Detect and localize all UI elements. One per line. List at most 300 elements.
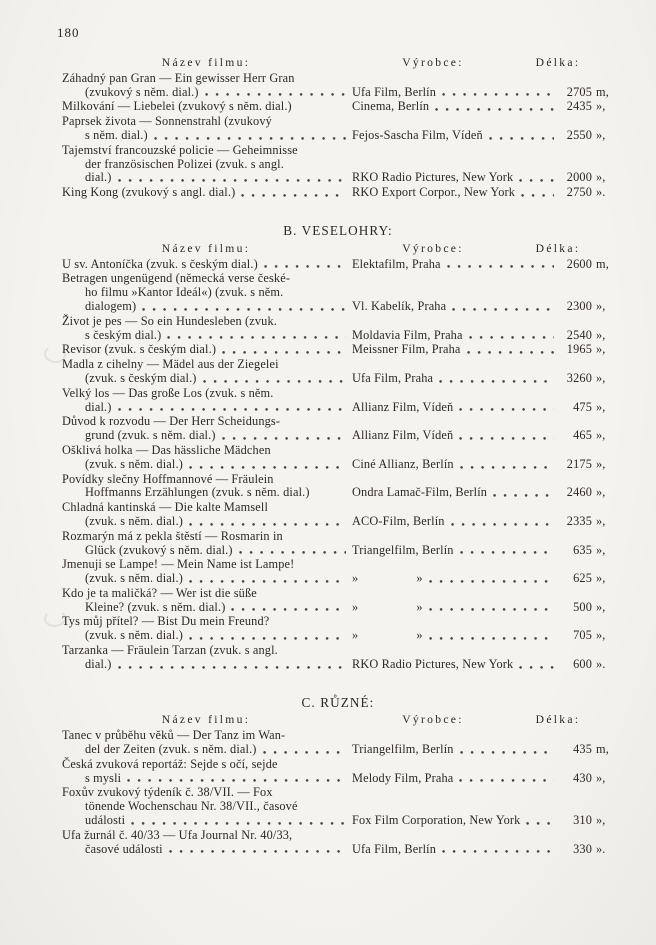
section-heading: B. VESELOHRY: [283, 222, 393, 238]
page-number: 180 [57, 25, 80, 40]
length-unit: ». [596, 656, 606, 671]
producer-name: Triangelfilm, Berlín [352, 542, 454, 557]
dot-leader [521, 193, 554, 198]
film-title-line [62, 530, 350, 544]
dot-leader [189, 522, 346, 527]
film-title-text: U sv. Antoníčka (zvuk. s českým dial.) [62, 256, 258, 271]
film-title-text: Tys můj přítel? — Bist Du mein Freund? [62, 614, 270, 629]
film-entry [62, 558, 614, 586]
dot-leader [460, 750, 554, 755]
film-title-text: Betragen ungenügend (německá verse české- [62, 271, 291, 286]
ditto-mark: » [352, 628, 359, 643]
producer-cell [350, 258, 558, 272]
dot-leader [467, 350, 554, 355]
film-title-line [62, 743, 350, 757]
ditto-mark: » [416, 599, 423, 614]
length-unit: », [596, 327, 606, 342]
length-value: 2750 [566, 185, 592, 200]
film-title-line [62, 786, 350, 800]
producer-name: RKO Radio Pictures, New York [352, 656, 514, 671]
film-title-text: del der Zeiten (zvuk. s něm. dial.) [85, 742, 257, 757]
ditto-gap [358, 572, 416, 586]
section [62, 56, 614, 200]
dot-leader [459, 407, 554, 412]
film-title-text: s něm. dial.) [85, 127, 148, 142]
film-title-line [62, 458, 350, 472]
film-title-line [62, 629, 350, 643]
dot-leader [442, 849, 554, 854]
film-entry [62, 72, 614, 100]
film-title [62, 501, 350, 529]
producer-cell [350, 401, 558, 415]
dot-leader [460, 465, 554, 470]
length-unit: ». [596, 841, 606, 856]
length-value: 2550 [566, 127, 592, 142]
producer-cell [350, 601, 558, 615]
film-entry [62, 729, 614, 757]
dot-leader [429, 579, 554, 584]
dot-leader [452, 307, 554, 312]
dot-leader [493, 493, 554, 498]
producer-name: Fox Film Corporation, New York [352, 813, 521, 828]
film-title-line [62, 372, 350, 386]
film-title-line [62, 401, 350, 415]
dot-leader [241, 193, 346, 198]
film-title-line [62, 544, 350, 558]
film-title-line [62, 473, 350, 487]
producer-name: ACO-Film, Berlín [352, 513, 445, 528]
column-header-name: Název filmu: [161, 241, 251, 255]
producer-name: Ciné Allianz, Berlín [352, 456, 454, 471]
film-title-text: (zvuk. s něm. dial.) [85, 628, 183, 643]
film-entry [62, 272, 614, 313]
film-entry [62, 644, 614, 672]
film-entry [62, 258, 614, 272]
film-title-line [62, 758, 350, 772]
film-title-text: (zvuk. s něm. dial.) [85, 571, 183, 586]
producer-name: RKO Export Corpor., New York [352, 185, 516, 200]
film-title-text: události [85, 813, 126, 828]
film-title [62, 587, 350, 615]
length-value: 2460 [566, 485, 592, 500]
producer-cell [350, 629, 558, 643]
film-entry [62, 758, 614, 786]
producer-cell [350, 372, 558, 386]
film-title-text: (zvuk. s něm. dial.) [85, 513, 183, 528]
producer-cell [350, 300, 558, 314]
ditto-mark: » [352, 571, 359, 586]
length-value: 3260 [566, 370, 592, 385]
column-header-row [62, 713, 614, 727]
producer-name: Melody Film, Praha [352, 770, 454, 785]
dot-leader [131, 821, 346, 826]
film-title [62, 315, 350, 343]
column-header-length: Délka: [535, 241, 581, 255]
content [62, 56, 614, 857]
film-title [62, 144, 350, 185]
length-unit: », [596, 770, 606, 785]
producer-name: Allianz Film, Vídeň [352, 428, 454, 443]
film-entry [62, 315, 614, 343]
film-title-line [62, 186, 350, 200]
film-entry [62, 387, 614, 415]
length-value: 2435 [566, 99, 592, 114]
film-title-line [62, 800, 350, 814]
film-title-line [62, 572, 350, 586]
film-title-line [62, 286, 350, 300]
producer-name: Ondra Lamač-Film, Berlín [352, 485, 488, 500]
dot-leader [460, 550, 554, 555]
dot-leader [118, 178, 346, 183]
film-title-text: Život je pes — So ein Hundesleben (zvuk. [62, 313, 278, 328]
length-value: 600 [573, 656, 592, 671]
film-title [62, 115, 350, 143]
length-unit: ». [596, 185, 606, 200]
producer-cell [350, 572, 558, 586]
ditto-mark: » [416, 571, 423, 586]
dot-leader [439, 379, 554, 384]
film-entry [62, 343, 614, 357]
film-title-text: (zvuk. s něm. dial.) [85, 456, 183, 471]
film-title-text: časové události [85, 841, 163, 856]
film-title-line [62, 115, 350, 129]
dot-leader [231, 607, 346, 612]
film-title-line [62, 258, 350, 272]
film-title-line [62, 343, 350, 357]
film-title-line [62, 486, 350, 500]
dot-leader [429, 607, 554, 612]
ditto-gap [358, 601, 416, 615]
film-title [62, 729, 350, 757]
film-title-line [62, 315, 350, 329]
length-unit: », [596, 456, 606, 471]
film-title-text: Kleine? (zvuk. s něm. dial.) [85, 599, 226, 614]
film-title-line [62, 329, 350, 343]
film-title-line [62, 429, 350, 443]
column-header-length: Délka: [535, 713, 581, 727]
film-title-text: s mysli [85, 770, 122, 785]
producer-name: Fejos-Sascha Film, Vídeň [352, 127, 483, 142]
length-value: 2000 [566, 170, 592, 185]
dot-leader [451, 522, 554, 527]
length-value: 2175 [566, 456, 592, 471]
film-title-text: Ufa žurnál č. 40/33 — Ufa Journal Nr. 40/33, [62, 827, 293, 842]
length-unit: m, [596, 84, 609, 99]
film-entry [62, 615, 614, 643]
film-entry [62, 829, 614, 857]
film-title-text: Rozmarýn má z pekla štěstí — Rosmarin in [62, 528, 283, 543]
film-title-line [62, 444, 350, 458]
film-entry [62, 144, 614, 185]
film-title [62, 615, 350, 643]
film-title-text: grund (zvuk. s něm. dial.) [85, 428, 216, 443]
film-entry [62, 501, 614, 529]
length-unit: », [596, 628, 606, 643]
producer-name: Ufa Film, Berlín [352, 84, 437, 99]
film-title-line [62, 601, 350, 615]
film-title-line [62, 86, 350, 100]
film-title-line [62, 158, 350, 172]
film-entry [62, 100, 614, 114]
film-title [62, 786, 350, 827]
film-title-text: Velký los — Das große Los (zvuk. s něm. [62, 385, 274, 400]
film-title-text: Tanec v průběhu věků — Der Tanz im Wan- [62, 728, 286, 743]
producer-name: Allianz Film, Vídeň [352, 399, 454, 414]
producer-name: RKO Radio Pictures, New York [352, 170, 514, 185]
film-entry [62, 358, 614, 386]
film-title-text: tönende Wochenschau Nr. 38/VII., časové [85, 799, 298, 814]
producer-cell [350, 515, 558, 529]
length-value: 2300 [566, 298, 592, 313]
column-header-row [62, 242, 614, 256]
dot-leader [142, 307, 346, 312]
film-title [62, 358, 350, 386]
length-unit: », [596, 513, 606, 528]
producer-cell [350, 100, 558, 114]
producer-cell [350, 129, 558, 143]
column-header-row [62, 56, 614, 70]
film-title [62, 444, 350, 472]
ditto-gap [358, 629, 416, 643]
film-entry [62, 186, 614, 200]
film-title [62, 415, 350, 443]
film-title-text: Revisor (zvuk. s českým dial.) [62, 342, 217, 357]
length-unit: m, [596, 742, 609, 757]
dot-leader [263, 750, 346, 755]
film-title-line [62, 129, 350, 143]
dot-leader [239, 550, 346, 555]
dot-leader [205, 92, 346, 97]
section [62, 696, 614, 857]
film-title [62, 272, 350, 313]
length-value: 635 [573, 542, 592, 557]
film-title-text: dial.) [85, 656, 112, 671]
film-title [62, 186, 350, 200]
dot-leader [429, 636, 554, 641]
producer-cell [350, 544, 558, 558]
dot-leader [189, 636, 346, 641]
producer-name: Ufa Film, Praha [352, 370, 434, 385]
producer-name: Meissner Film, Praha [352, 342, 461, 357]
film-entry [62, 444, 614, 472]
length-unit: », [596, 127, 606, 142]
dot-leader [519, 178, 554, 183]
film-title-text: Česká zvuková reportáž: Sejde s očí, sejde [62, 756, 278, 771]
producer-name: Cinema, Berlín [352, 99, 430, 114]
producer-cell [350, 843, 558, 857]
dot-leader [169, 849, 346, 854]
producer-name: Vl. Kabelík, Praha [352, 298, 447, 313]
dot-leader [189, 465, 346, 470]
film-title-text: Milkování — Liebelei (zvukový s něm. dial.) [62, 99, 292, 114]
dot-leader [222, 350, 346, 355]
film-title-text: (zvukový s něm. dial.) [85, 84, 199, 99]
film-title-text: ho filmu »Kantor Ideál«) (zvuk. s něm. [85, 285, 284, 300]
length-unit: », [596, 342, 606, 357]
dot-leader [459, 778, 554, 783]
film-title-text: Foxův zvukový týdeník č. 38/VII. — Fox [62, 785, 273, 800]
dot-leader [519, 665, 554, 670]
dot-leader [264, 264, 346, 269]
dot-leader [189, 579, 346, 584]
film-title-text: Povídky slečny Hoffmannové — Fräulein [62, 471, 274, 486]
length-value: 625 [573, 571, 592, 586]
film-title-text: Ošklivá holka — Das hässliche Mädchen [62, 442, 271, 457]
film-entry [62, 115, 614, 143]
length-value: 430 [573, 770, 592, 785]
film-title-line [62, 658, 350, 672]
dot-leader [447, 264, 554, 269]
film-title-line [62, 843, 350, 857]
film-title-text: dialogem) [85, 298, 137, 313]
producer-cell [350, 486, 558, 500]
film-title-line [62, 272, 350, 286]
length-value: 2335 [566, 513, 592, 528]
length-value: 2600 [566, 256, 592, 271]
length-value: 705 [573, 628, 592, 643]
film-title-text: Kdo je ta maličká? — Wer ist die süße [62, 585, 257, 600]
column-header-producer: Výrobce: [402, 241, 464, 255]
film-title [62, 829, 350, 857]
dot-leader [154, 136, 346, 141]
length-value: 500 [573, 599, 592, 614]
dot-leader [118, 407, 346, 412]
producer-name: Triangelfilm, Berlín [352, 742, 454, 757]
film-title-text: Paprsek života — Sonnenstrahl (zvukový [62, 114, 272, 129]
length-value: 475 [573, 399, 592, 414]
film-title-text: Madla z cihelny — Mädel aus der Ziegelei [62, 357, 279, 372]
film-title-text: der französischen Polizei (zvuk. s angl. [85, 156, 284, 171]
film-title-line [62, 644, 350, 658]
producer-cell [350, 186, 558, 200]
film-title [62, 72, 350, 100]
film-title [62, 473, 350, 501]
producer-cell [350, 86, 558, 100]
film-title [62, 530, 350, 558]
film-entry [62, 786, 614, 827]
length-value: 310 [573, 813, 592, 828]
film-title-text: Chladná kantinská — Die kalte Mamsell [62, 500, 269, 515]
film-title-line [62, 772, 350, 786]
film-title-line [62, 501, 350, 515]
film-title-text: Tarzanka — Fräulein Tarzan (zvuk. s angl. [62, 643, 278, 658]
film-title-line [62, 587, 350, 601]
column-header-producer: Výrobce: [402, 713, 464, 727]
film-title [62, 343, 350, 357]
producer-cell [350, 343, 558, 357]
producer-cell [350, 329, 558, 343]
length-unit: », [596, 599, 606, 614]
film-entry [62, 587, 614, 615]
dot-leader [442, 92, 554, 97]
producer-cell [350, 743, 558, 757]
film-title-line [62, 558, 350, 572]
producer-cell [350, 171, 558, 185]
film-entry [62, 473, 614, 501]
length-unit: », [596, 170, 606, 185]
length-value: 1965 [566, 342, 592, 357]
column-header-length: Délka: [535, 56, 581, 69]
section-heading: C. RŮZNÉ: [301, 694, 375, 710]
length-unit: », [596, 542, 606, 557]
length-value: 2540 [566, 327, 592, 342]
column-header-producer: Výrobce: [402, 56, 464, 69]
dot-leader [435, 107, 554, 112]
film-title-text: Tajemství francouzské policie — Geheimnisse [62, 142, 298, 157]
column-header-name: Název filmu: [161, 713, 251, 727]
length-unit: », [596, 571, 606, 586]
length-unit: », [596, 298, 606, 313]
film-title-text: Glück (zvukový s něm. dial.) [85, 542, 233, 557]
film-title-line [62, 387, 350, 401]
film-title-line [62, 814, 350, 828]
film-title [62, 644, 350, 672]
producer-name: Ufa Film, Berlín [352, 841, 437, 856]
film-title-line [62, 829, 350, 843]
film-title [62, 558, 350, 586]
dot-leader [469, 335, 554, 340]
film-title-line [62, 72, 350, 86]
dot-leader [118, 665, 346, 670]
length-unit: », [596, 485, 606, 500]
film-entry [62, 415, 614, 443]
ditto-mark: » [352, 599, 359, 614]
dot-leader [222, 436, 346, 441]
length-unit: m, [596, 256, 609, 271]
length-unit: », [596, 428, 606, 443]
film-title-line [62, 729, 350, 743]
dot-leader [526, 821, 554, 826]
film-title-text: King Kong (zvukový s angl. dial.) [62, 185, 236, 200]
film-title-line [62, 415, 350, 429]
producer-cell [350, 429, 558, 443]
producer-cell [350, 458, 558, 472]
dot-leader [489, 136, 554, 141]
producer-cell [350, 658, 558, 672]
length-value: 330 [573, 841, 592, 856]
film-title-text: Hoffmanns Erzählungen (zvuk. s něm. dial.) [85, 485, 310, 500]
section [62, 224, 614, 672]
length-unit: », [596, 370, 606, 385]
producer-name: Elektafilm, Praha [352, 256, 441, 271]
film-title-text: s českým dial.) [85, 327, 162, 342]
film-title-line [62, 171, 350, 185]
producer-cell [350, 772, 558, 786]
producer-cell [350, 814, 558, 828]
column-header-name: Název filmu: [161, 56, 251, 69]
film-title-line [62, 144, 350, 158]
film-title [62, 758, 350, 786]
film-entry [62, 530, 614, 558]
film-title-line [62, 615, 350, 629]
film-title-line [62, 358, 350, 372]
ditto-mark: » [416, 628, 423, 643]
length-unit: », [596, 813, 606, 828]
film-title-line [62, 515, 350, 529]
dot-leader [167, 335, 346, 340]
length-value: 435 [573, 742, 592, 757]
dot-leader [459, 436, 554, 441]
producer-name: Moldavia Film, Praha [352, 327, 463, 342]
length-unit: », [596, 399, 606, 414]
dot-leader [127, 778, 346, 783]
film-title-text: Jmenuji se Lampe! — Mein Name ist Lampe! [62, 557, 295, 572]
film-title-line [62, 300, 350, 314]
length-unit: », [596, 99, 606, 114]
film-title-text: (zvuk. s českým dial.) [85, 370, 197, 385]
film-title [62, 258, 350, 272]
film-title [62, 100, 350, 114]
